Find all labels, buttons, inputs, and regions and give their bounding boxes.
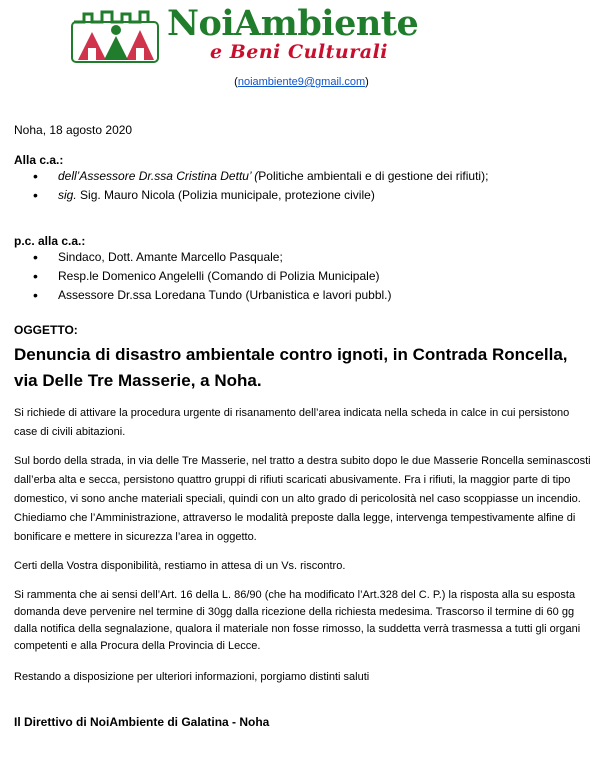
list-item: • Assessore Dr.ssa Loredana Tundo (Urbanistica e lavori pubbl.) bbox=[33, 286, 392, 305]
list-item bbox=[33, 167, 488, 186]
body-paragraph: Restando a disposizione per ulteriori informazioni, porgiamo distinti saluti bbox=[14, 671, 370, 683]
signature: Il Direttivo di NoiAmbiente di Galatina - Noha bbox=[14, 715, 270, 729]
list-item: • Sindaco, Dott. Amante Marcello Pasquale; bbox=[33, 248, 392, 267]
pc-label: p.c. alla c.a.: bbox=[14, 234, 86, 248]
alla-list bbox=[33, 167, 488, 205]
noiambiente-logo bbox=[70, 8, 160, 64]
body-paragraph: Si rammenta che ai sensi dell’Art. 16 della L. 86/90 (che ha modificato l’Art.328 del C. P.) la risposta alla su esposta domanda deve pervenire nel termine di 30gg dalla ricezione della richiesta medesima. Trascorso il termine di 60 gg dalla notifica della segnalazione, qualora il materiale non fosse rimosso, la suddetta verrà trasmessa a tutti gli organi competenti e alla Procura della Provincia di Lecce. bbox=[14, 589, 581, 652]
body-paragraph: Si richiede di attivare la procedura urgente di risanamento dell’area indicata nella scheda in calce in cui persistono case di civili abitazioni. bbox=[14, 407, 570, 438]
email-link[interactable]: noiambiente9@gmail.com bbox=[237, 76, 366, 88]
body-paragraph: Sul bordo della strada, in via delle Tre Masserie, nel tratto a destra subito dopo le due Masserie Roncella seminascosti dall’erba alta e secca, persistono quattro gruppi di rifiuti scaricati abusivamente. Fra i rifiuti, la maggior parte di tipo domestico, vi sono anche materiali speciali, quindi con un alto grado di pericolosità nel caso scoppiasse un incendio. Chiediamo che l’Amministrazione, attraverso le modalità preposte dalla legge, intervenga tempestivamente alfine di bonificare e mettere in sicurezza l’area in oggetto. bbox=[14, 455, 591, 543]
recipient-italic: sig. bbox=[58, 188, 77, 202]
recipient-detail: Sig. Mauro Nicola (Polizia municipale, protezione civile) bbox=[76, 188, 375, 202]
list-item: • Resp.le Domenico Angelelli (Comando di Polizia Municipale) bbox=[33, 267, 392, 286]
alla-label: Alla c.a.: bbox=[14, 153, 64, 167]
letter-date: Noha, 18 agosto 2020 bbox=[14, 123, 133, 137]
brand-title: NoiAmbiente bbox=[167, 3, 419, 44]
recipient-detail: Politiche ambientali e di gestione dei rifiuti); bbox=[258, 169, 489, 183]
body-paragraph: Certi della Vostra disponibilità, restiamo in attesa di un Vs. riscontro. bbox=[14, 560, 346, 572]
brand-subtitle: e Beni Culturali bbox=[210, 41, 388, 63]
email-open-paren: ( bbox=[234, 76, 238, 88]
email-line bbox=[0, 76, 603, 88]
email-close-paren: ) bbox=[365, 76, 369, 88]
list-item bbox=[33, 186, 488, 205]
recipient-italic: dell’Assessore Dr.ssa Cristina Dettu’ ( bbox=[58, 169, 259, 183]
oggetto-label: OGGETTO: bbox=[14, 323, 78, 337]
subject-heading: Denuncia di disastro ambientale contro ignoti, in Contrada Roncella, via Delle Tre Masserie, a Noha. bbox=[14, 345, 568, 390]
pc-list bbox=[33, 248, 392, 305]
